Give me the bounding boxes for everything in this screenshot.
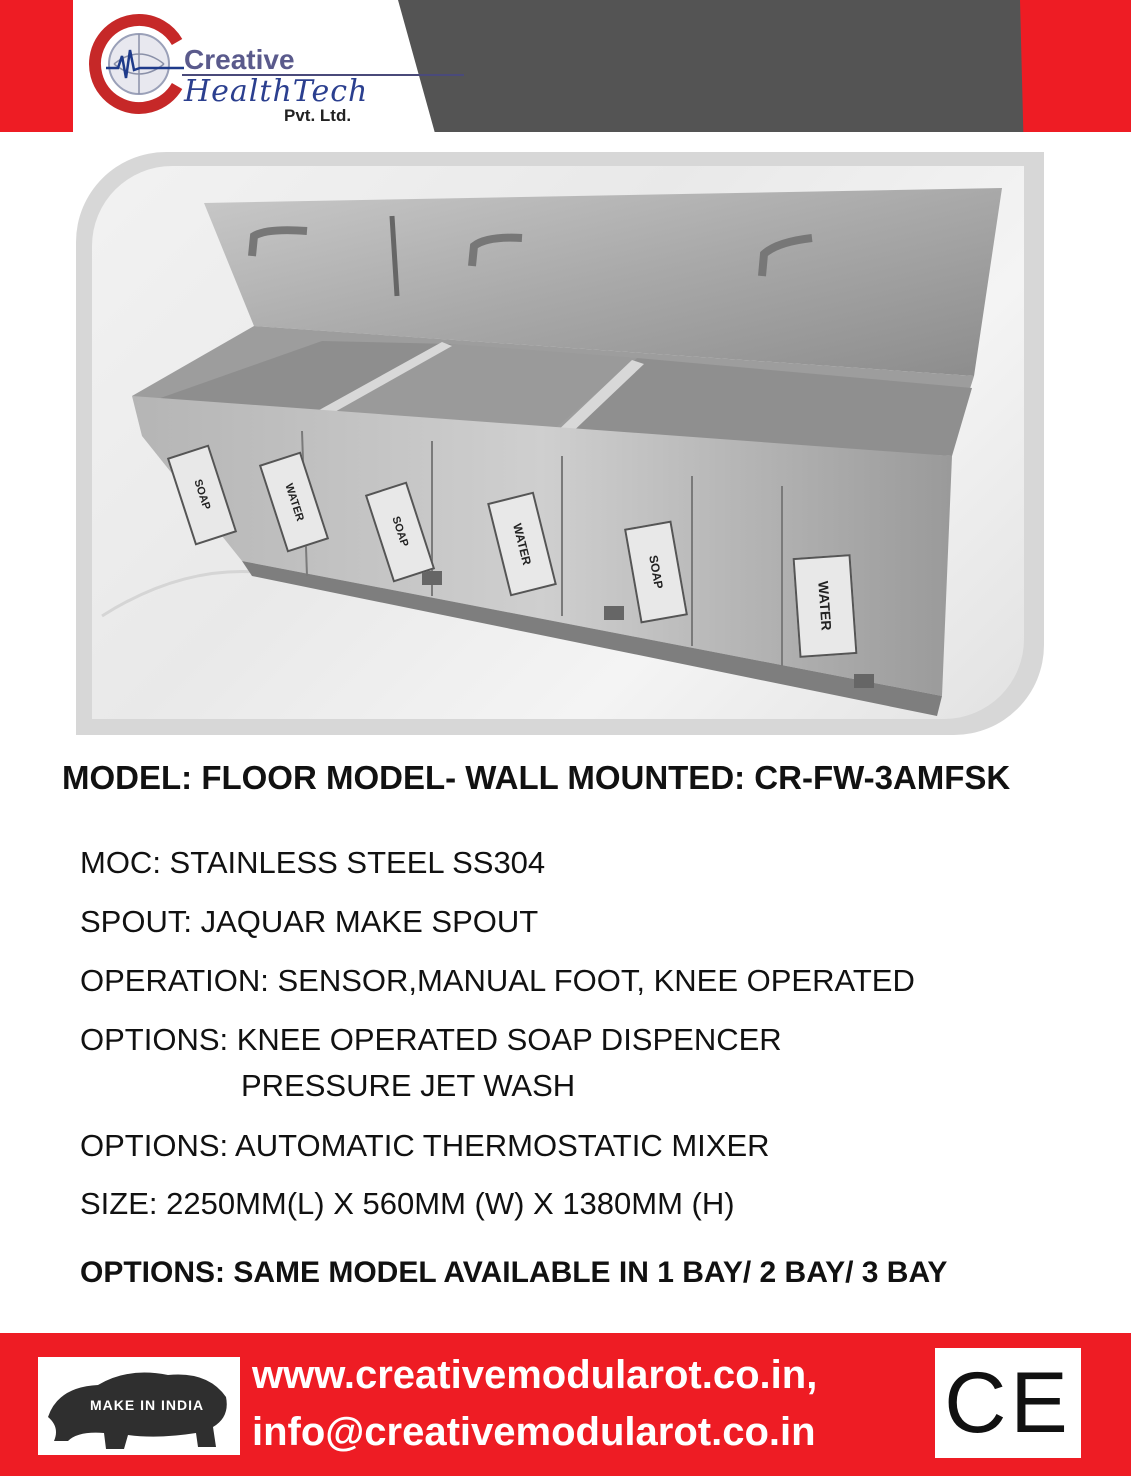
logo-pvt-ltd: Pvt. Ltd. [284, 106, 352, 125]
label-plate [793, 554, 858, 658]
label-plate-text: SOAP [646, 554, 666, 590]
label-plate-text: WATER [282, 481, 306, 523]
label-plate-text: SOAP [389, 515, 411, 549]
spec-options-bay: OPTIONS: SAME MODEL AVAILABLE IN 1 BAY/ 2 BAY/ 3 BAY [80, 1256, 948, 1289]
label-plate-text: WATER [815, 580, 835, 632]
header-red-block-left [0, 0, 73, 132]
label-plate-text: WATER [510, 521, 534, 567]
spec-options-mixer: OPTIONS: AUTOMATIC THERMOSTATIC MIXER [80, 1128, 770, 1163]
model-title: MODEL: FLOOR MODEL- WALL MOUNTED: CR-FW-3AMFSK [62, 759, 1011, 796]
spec-operation: OPERATION: SENSOR,MANUAL FOOT, KNEE OPERATED [80, 963, 915, 998]
product-photo-frame [76, 152, 1044, 735]
ce-mark-text: CE [944, 1354, 1072, 1451]
company-logo [84, 4, 404, 128]
product-photo [92, 166, 1024, 719]
website-link[interactable]: www.creativemodularot.co.in, [252, 1353, 818, 1397]
email-link[interactable]: info@creativemodularot.co.in [252, 1410, 816, 1454]
header-red-block-right [1020, 0, 1131, 132]
spec-spout: SPOUT: JAQUAR MAKE SPOUT [80, 904, 539, 939]
spec-moc: MOC: STAINLESS STEEL SS304 [80, 845, 546, 880]
logo-title: Creative [184, 44, 295, 75]
spec-size: SIZE: 2250MM(L) X 560MM (W) X 1380MM (H) [80, 1186, 735, 1221]
scrub-sink-illustration [92, 166, 1024, 719]
spec-options-jet: PRESSURE JET WASH [241, 1068, 576, 1103]
spec-options-soap: OPTIONS: KNEE OPERATED SOAP DISPENCER [80, 1022, 782, 1057]
logo-subtitle: HealthTech [184, 74, 369, 109]
label-plate-text: SOAP [191, 478, 213, 512]
make-in-india-logo [38, 1357, 240, 1455]
ce-mark [935, 1348, 1081, 1458]
make-in-india-text: MAKE IN INDIA [90, 1397, 205, 1413]
globe-logo-icon [84, 4, 194, 128]
